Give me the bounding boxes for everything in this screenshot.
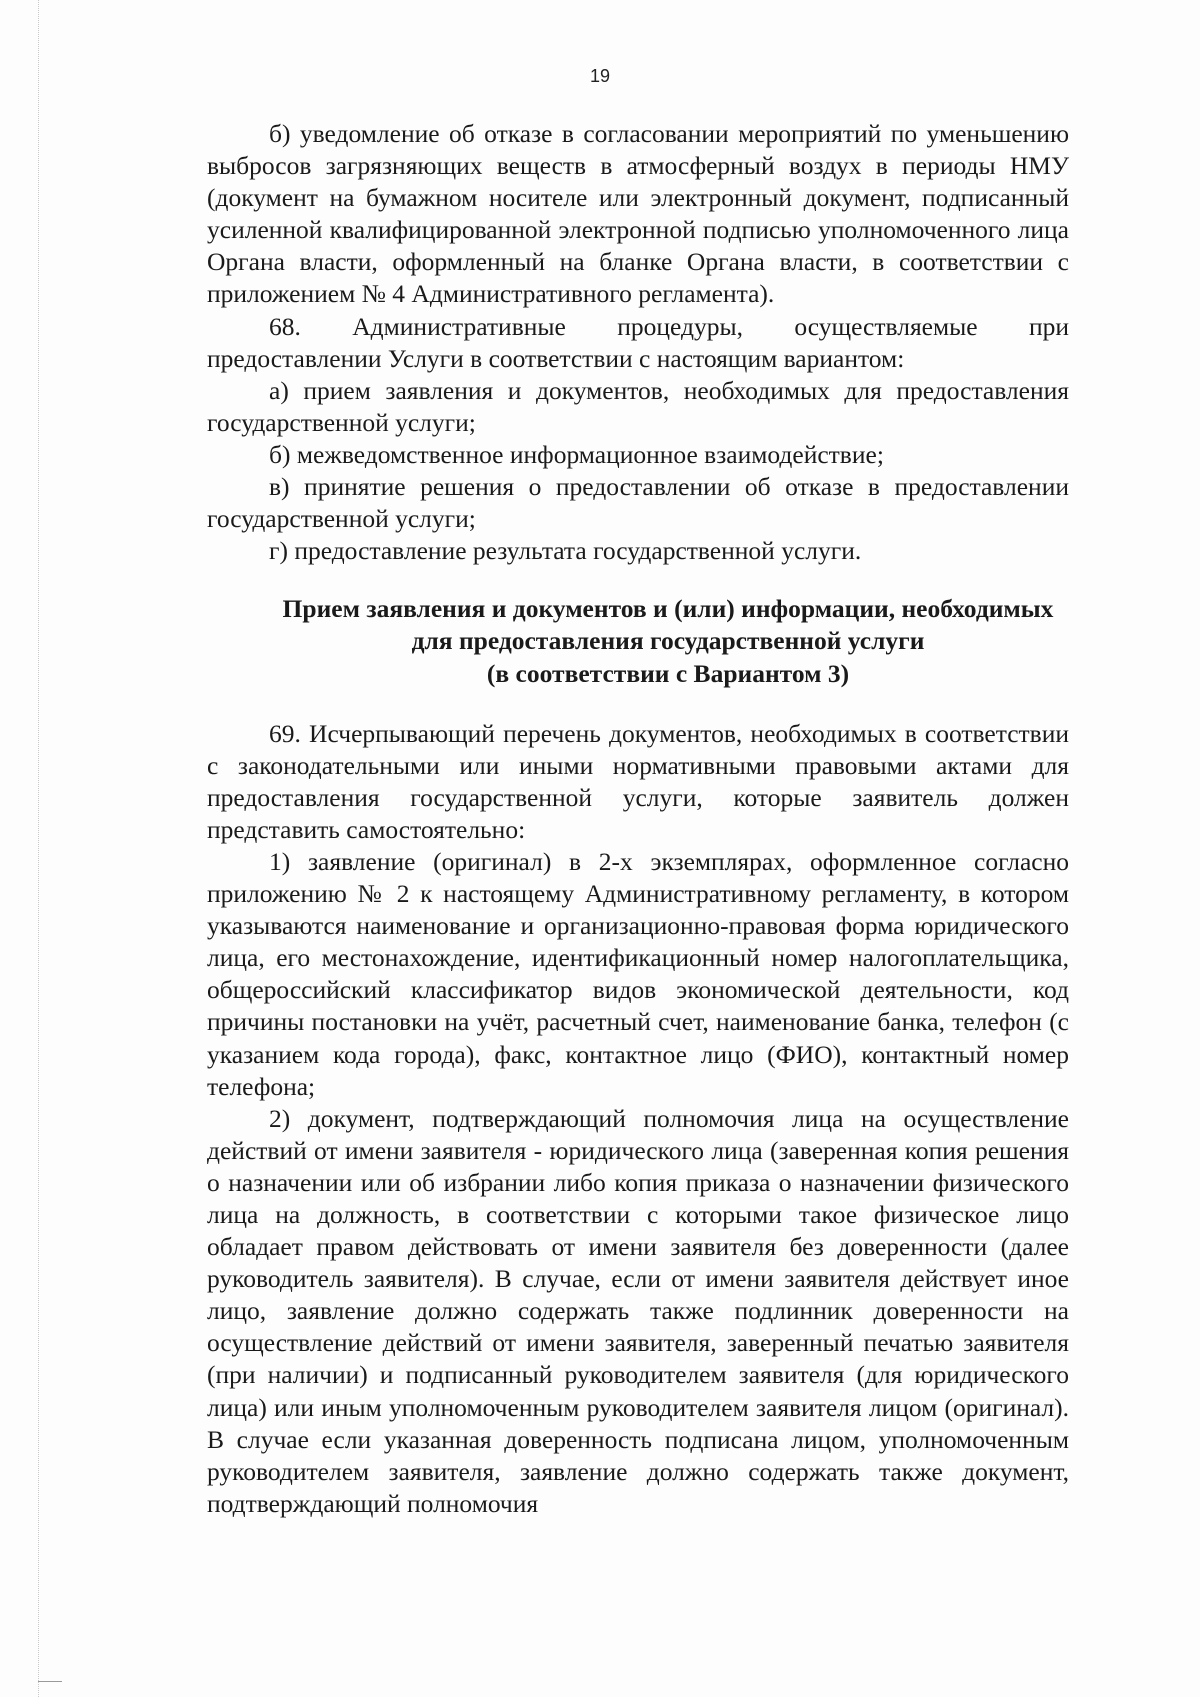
page-number: 19: [589, 66, 611, 86]
paragraph-68-v: в) принятие решения о предоставлении об отказе в предоставлении государственной услуги;: [207, 472, 1069, 534]
paragraph-b-notification: б) уведомление об отказе в согласовании мероприятий по уменьшению выбросов загрязняющих веществ в атмосферный воздух в периоды НМУ (документ на бумажном носителе или электронный документ, подписанный усиленной квалифицированной электронной подписью уполномоченного лица Органа власти, оформленный на бланке Органа власти, в соответствии с приложением № 4 Административного регламента).: [207, 119, 1069, 309]
paragraph-68-g: г) предоставление результата государственной услуги.: [269, 536, 862, 566]
paragraph-69-2: 2) документ, подтверждающий полномочия лица на осуществление действий от имени заявителя - юридического лица (заверенная копия решения о назначении или об избрании либо копия приказа о назначении физического лица на должность, в соответствии с которыми такое физическое лицо обладает правом действовать от имени заявителя без доверенности (далее руководитель заявителя). В случае, если от имени заявителя действует иное лицо, заявление должно содержать также подлинник доверенности на осуществление действий от имени заявителя, заверенный печатью заявителя (при наличии) и подписанный руководителем заявителя (для юридического лица) или иным уполномоченным руководителем заявителя лицом (оригинал). В случае если указанная доверенность подписана лицом, уполномоченным руководителем заявителя, заявление должно содержать также документ, подтверждающий полномочия: [207, 1103, 1069, 1518]
paragraph-68: 68. Административные процедуры, осуществляемые при предоставлении Услуги в соответствии с настоящим вариантом:: [207, 311, 1069, 373]
section-heading: [207, 593, 1069, 689]
paragraph-68-b: б) межведомственное информационное взаимодействие;: [269, 439, 884, 469]
scan-edge-line: [38, 0, 40, 1697]
section-heading-line-2: для предоставления государственной услуги: [411, 626, 925, 656]
paragraph-68-a: а) прием заявления и документов, необходимых для предоставления государственной услуги;: [207, 375, 1069, 437]
document-body: [207, 118, 1069, 1520]
paragraph-69-1: 1) заявление (оригинал) в 2-х экземплярах, оформленное согласно приложению № 2 к настоящему Административному регламенту, в котором указываются наименование и организационно-правовая форма юридического лица, его местонахождение, идентификационный номер налогоплательщика, общероссийский классификатор видов экономической деятельности, код причины постановки на учёт, расчетный счет, наименование банка, телефон (с указанием кода города), факс, контактное лицо (ФИО), контактный номер телефона;: [207, 846, 1069, 1101]
section-heading-line-3: (в соответствии с Вариантом 3): [486, 658, 850, 688]
paragraph-69: 69. Исчерпывающий перечень документов, необходимых в соответствии с законодательными или иными нормативными правовыми актами для предоставления государственной услуги, которые заявитель должен представить самостоятельно:: [207, 718, 1069, 844]
section-heading-line-1: Прием заявления и документов и (или) информации, необходимых: [282, 594, 1054, 624]
scan-corner-mark: [38, 1681, 62, 1682]
